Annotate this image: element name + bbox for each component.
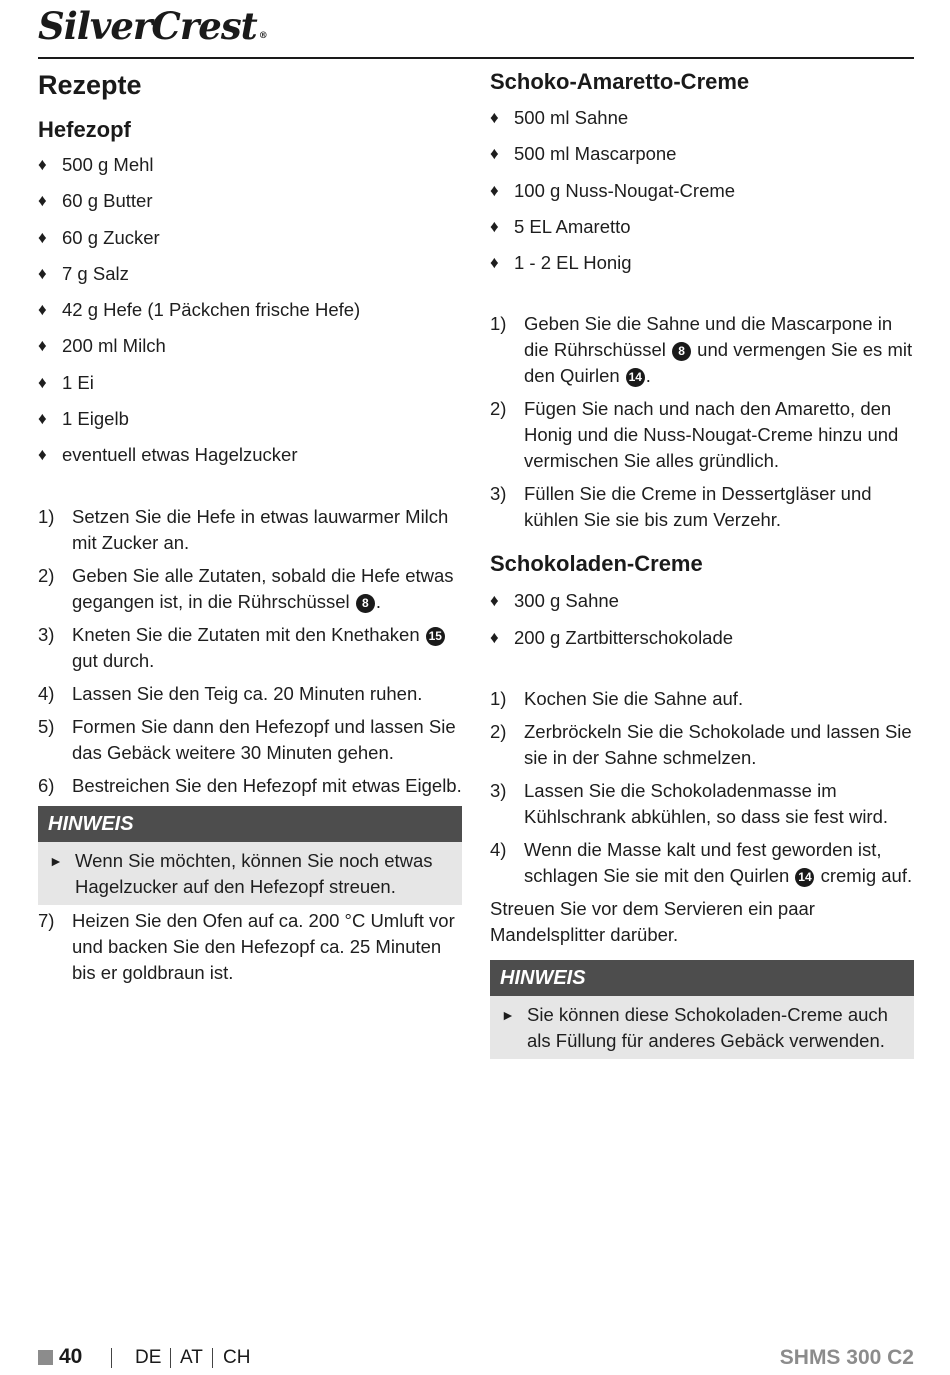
steps-schokoladen-creme xyxy=(490,686,914,889)
step-item: 3) Füllen Sie die Creme in Dessertgläser und kühlen Sie sie bis zum Verzehr. xyxy=(490,483,872,531)
list-item: ♦ 500 g Mehl xyxy=(38,147,462,183)
right-column xyxy=(490,66,914,1059)
diamond-bullet-icon: ♦ xyxy=(490,216,499,236)
diamond-bullet-icon: ♦ xyxy=(38,409,47,429)
page-number: 40 xyxy=(59,1345,83,1368)
note-body: ► Wenn Sie möchten, können Sie noch etwas Hagelzucker auf den Hefezopf streuen. xyxy=(49,849,433,897)
footer-square-icon xyxy=(38,1350,53,1365)
arrow-right-icon: ► xyxy=(49,852,63,869)
country-code: DE xyxy=(135,1347,162,1368)
recipe-title-hefezopf: Hefezopf xyxy=(38,117,131,142)
diamond-bullet-icon: ♦ xyxy=(38,263,47,283)
step-item: 1) Kochen Sie die Sahne auf. xyxy=(490,688,744,710)
diamond-bullet-icon: ♦ xyxy=(490,253,499,273)
step-item: 4) Lassen Sie den Teig ca. 20 Minuten ruhen. xyxy=(38,682,423,704)
step-item: 7) Heizen Sie den Ofen auf ca. 200 °C Umluft vor und backen Sie den Hefezopf ca. 25 Minuten bis er goldbraun ist. xyxy=(38,909,455,983)
part-reference-badge: 8 xyxy=(672,342,691,361)
steps-hefezopf xyxy=(38,504,462,799)
left-column xyxy=(38,66,462,993)
note-title: HINWEIS xyxy=(38,806,462,842)
arrow-right-icon: ► xyxy=(501,1007,515,1024)
ingredient-list-schoko-amaretto xyxy=(490,100,914,281)
note-title: HINWEIS xyxy=(490,960,914,996)
diamond-bullet-icon: ♦ xyxy=(490,108,499,127)
diamond-bullet-icon: ♦ xyxy=(38,300,47,320)
ingredient-list-schokoladen-creme xyxy=(490,583,914,656)
part-reference-badge: 14 xyxy=(626,368,645,387)
list-item: ♦ 60 g Butter xyxy=(38,183,462,219)
step-item: 2) Geben Sie alle Zutaten, sobald die Hefe etwas gegangen ist, in die Rührschüssel 8 . xyxy=(38,564,454,612)
closing-paragraph: Streuen Sie vor dem Servieren ein paar Mandelsplitter darüber. xyxy=(490,898,815,946)
step-item: 2) Fügen Sie nach und nach den Amaretto, den Honig und die Nuss-Nougat-Creme hinzu und vermischen Sie alles gründlich. xyxy=(490,398,899,472)
step-item: 4) Wenn die Masse kalt und fest geworden ist, schlagen Sie sie mit den Quirlen 14 cremig auf. xyxy=(490,839,913,887)
note-body: ► Sie können diese Schokoladen-Creme auch als Füllung für anderes Gebäck verwenden. xyxy=(501,1004,888,1052)
footer-divider xyxy=(170,1348,171,1368)
diamond-bullet-icon: ♦ xyxy=(38,155,47,174)
page-title: Rezepte xyxy=(38,70,142,100)
brand-logo: SilverCrest ® xyxy=(38,4,267,48)
diamond-bullet-icon: ♦ xyxy=(38,445,47,465)
list-item: ♦ 500 ml Mascarpone xyxy=(490,136,914,172)
header-rule xyxy=(38,57,914,59)
part-reference-badge: 8 xyxy=(356,594,375,613)
list-item: ♦ 500 ml Sahne xyxy=(490,100,914,136)
diamond-bullet-icon: ♦ xyxy=(38,191,47,211)
ingredient-list-hefezopf xyxy=(38,147,462,474)
list-item: ♦ eventuell etwas Hagelzucker xyxy=(38,437,462,473)
list-item: ♦ 60 g Zucker xyxy=(38,220,462,256)
diamond-bullet-icon: ♦ xyxy=(490,180,499,200)
country-code: CH xyxy=(223,1347,251,1368)
part-reference-badge: 15 xyxy=(426,627,445,646)
diamond-bullet-icon: ♦ xyxy=(38,227,47,247)
list-item: ♦ 200 g Zartbitterschokolade xyxy=(490,620,914,656)
list-item: ♦ 42 g Hefe (1 Päckchen frische Hefe) xyxy=(38,292,462,328)
step-item: 1) Geben Sie die Sahne und die Mascarpone in die Rührschüssel 8 und vermengen Sie es mit den Quirlen 14 . xyxy=(490,313,913,387)
diamond-bullet-icon: ♦ xyxy=(38,372,47,392)
step-item: 3) Lassen Sie die Schokoladenmasse im Kühlschrank abkühlen, so dass sie fest wird. xyxy=(490,780,889,828)
step-item: 6) Bestreichen Sie den Hefezopf mit etwas Eigelb. xyxy=(38,774,462,796)
step-item: 5) Formen Sie dann den Hefezopf und lassen Sie das Gebäck weitere 30 Minuten gehen. xyxy=(38,715,456,763)
country-code: AT xyxy=(180,1347,203,1368)
list-item: ♦ 200 ml Milch xyxy=(38,328,462,364)
list-item: ♦ 100 g Nuss-Nougat-Creme xyxy=(490,173,914,209)
note-box-schokoladen-creme xyxy=(490,960,914,1059)
diamond-bullet-icon: ♦ xyxy=(490,627,499,647)
list-item: ♦ 300 g Sahne xyxy=(490,583,914,619)
list-item: ♦ 5 EL Amaretto xyxy=(490,209,914,245)
recipe-title-schoko-amaretto: Schoko-Amaretto-Creme xyxy=(490,69,750,94)
diamond-bullet-icon: ♦ xyxy=(490,591,499,611)
list-item: ♦ 1 - 2 EL Honig xyxy=(490,245,914,281)
step-item: 1) Setzen Sie die Hefe in etwas lauwarmer Milch mit Zucker an. xyxy=(38,505,449,553)
list-item: ♦ 1 Eigelb xyxy=(38,401,462,437)
steps-hefezopf-continued xyxy=(38,908,462,986)
diamond-bullet-icon: ♦ xyxy=(38,336,47,356)
steps-schoko-amaretto xyxy=(490,311,914,533)
step-item: 3) Kneten Sie die Zutaten mit den Knethaken 15 gut durch. xyxy=(38,622,462,674)
list-item: ♦ 7 g Salz xyxy=(38,256,462,292)
footer-divider xyxy=(212,1348,213,1368)
footer-divider xyxy=(111,1348,112,1368)
model-number: SHMS 300 C2 xyxy=(779,1346,914,1369)
note-box-hefezopf xyxy=(38,806,462,905)
diamond-bullet-icon: ♦ xyxy=(490,144,499,164)
part-reference-badge: 14 xyxy=(795,868,814,887)
step-item: 2) Zerbröckeln Sie die Schokolade und lassen Sie sie in der Sahne schmelzen. xyxy=(490,721,912,769)
list-item: ♦ 1 Ei xyxy=(38,365,462,401)
recipe-title-schokoladen-creme: Schokoladen-Creme xyxy=(490,551,703,577)
